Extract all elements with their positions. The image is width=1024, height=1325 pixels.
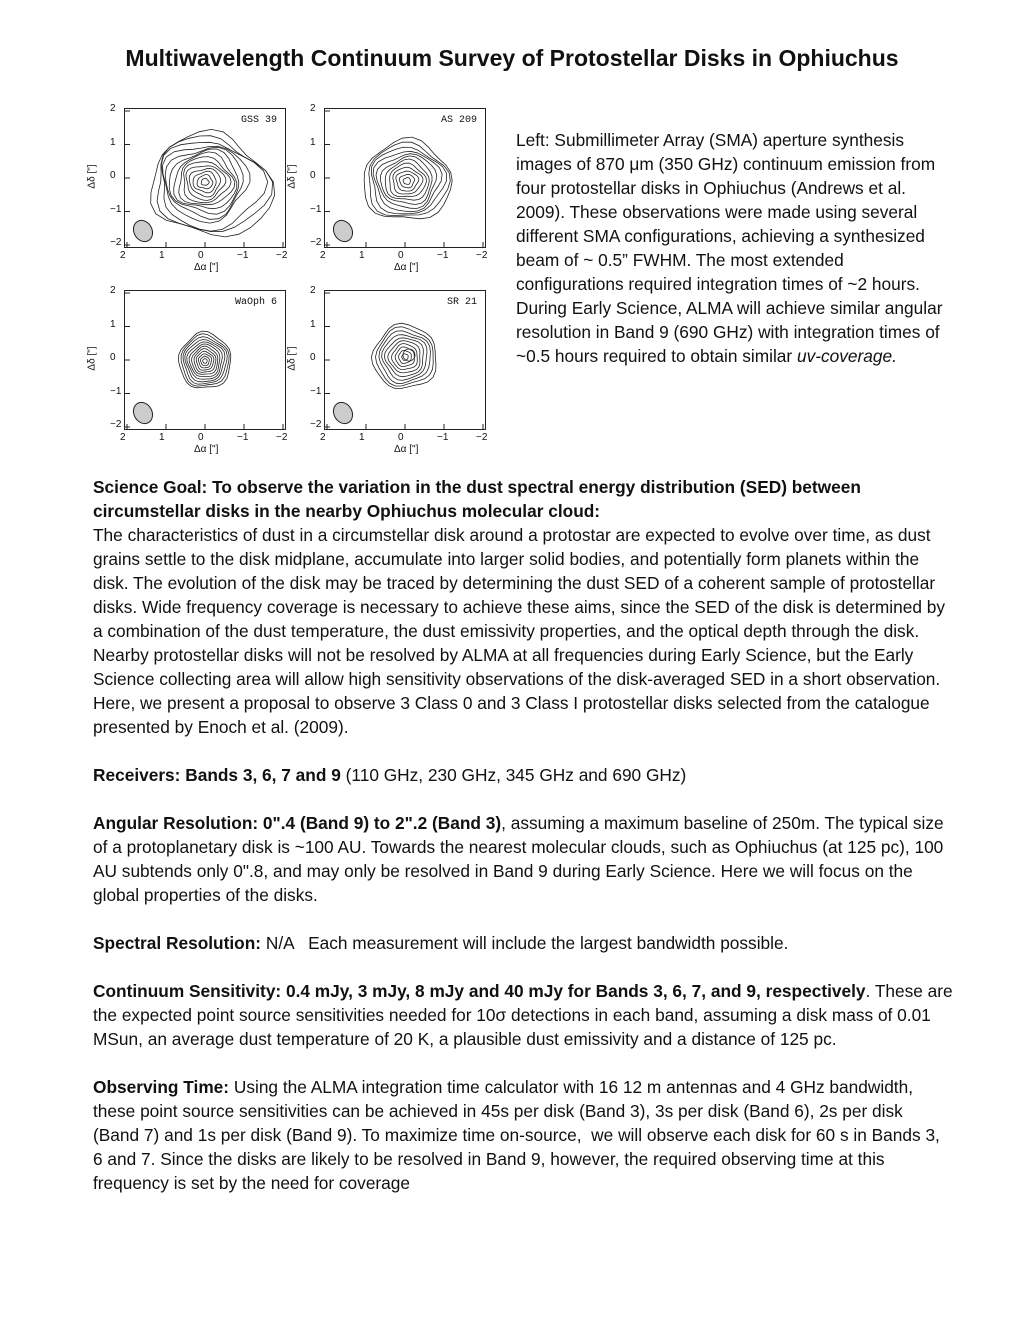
y-tick-label: 1 xyxy=(110,136,116,148)
x-tick-label: 0 xyxy=(198,250,204,261)
figure-caption xyxy=(516,128,956,368)
x-tick-label: 0 xyxy=(198,432,204,443)
x-tick-label: −2 xyxy=(276,250,288,261)
x-tick-label: −1 xyxy=(237,432,249,443)
observing-time-heading: Observing Time: xyxy=(93,1077,230,1097)
y-tick-label: 0 xyxy=(110,352,116,363)
y-tick-label: −2 xyxy=(310,237,322,248)
continuum-sensitivity-heading: Continuum Sensitivity: 0.4 mJy, 3 mJy, 8 mJy and 40 mJy for Bands 3, 6, 7, and 9, respectively xyxy=(93,981,866,1001)
contour-panel xyxy=(84,100,504,470)
y-tick-label: 1 xyxy=(310,318,316,330)
synthesized-beam xyxy=(330,399,357,427)
x-tick-label: 2 xyxy=(120,432,126,443)
y-tick-label: 2 xyxy=(110,103,116,114)
x-tick-label: −2 xyxy=(476,432,488,443)
x-tick-label: 1 xyxy=(159,432,165,443)
y-tick-label: −1 xyxy=(310,385,322,397)
y-tick-label: 2 xyxy=(310,103,316,114)
x-tick-label: −2 xyxy=(276,432,288,443)
contour-plot xyxy=(324,290,486,430)
receivers-text: (110 GHz, 230 GHz, 345 GHz and 690 GHz) xyxy=(340,765,687,785)
x-tick-label: 2 xyxy=(320,432,326,443)
page-title: Multiwavelength Continuum Survey of Protostellar Disks in Ophiuchus xyxy=(125,45,899,71)
observing-time-section xyxy=(93,1075,953,1195)
x-tick-label: −1 xyxy=(437,250,449,261)
y-tick-label: −1 xyxy=(310,203,322,215)
receivers-heading: Receivers: Bands 3, 6, 7 and 9 xyxy=(93,765,341,785)
contour-lines xyxy=(325,291,485,429)
x-tick-label: 2 xyxy=(320,250,326,261)
x-tick-label: −1 xyxy=(437,432,449,443)
y-axis-label: Δδ ["] xyxy=(86,164,98,189)
y-tick-label: 1 xyxy=(310,136,316,148)
x-tick-label: −1 xyxy=(237,250,249,261)
x-tick-label: 0 xyxy=(398,250,404,261)
science-goal-heading: Science Goal: To observe the variation in the dust spectral energy distribution (SED) between circumstellar disks in the nearby Ophiuchus molecular cloud: xyxy=(93,477,861,521)
contour-line xyxy=(399,350,412,363)
x-tick-label: 1 xyxy=(359,250,365,261)
continuum-sensitivity-text: . These are the expected point source sensitivities needed for 10σ detections in each band, assuming a disk mass of 0.01 MSun, an average dust temperature of 20 K, a plausible dust emissivity and a distance of 125 pc. xyxy=(93,981,953,1049)
x-tick-label: 1 xyxy=(359,432,365,443)
x-axis-label: Δα ["] xyxy=(194,262,219,273)
continuum-sensitivity-section xyxy=(93,979,953,1051)
panel-source-label: GSS 39 xyxy=(240,115,277,126)
x-axis-label: Δα ["] xyxy=(394,262,419,273)
y-axis-label: Δδ ["] xyxy=(286,164,298,189)
y-tick-label: 0 xyxy=(310,170,316,181)
science-goal-section xyxy=(93,475,953,739)
y-tick-label: 2 xyxy=(310,285,316,296)
caption-text: Left: Submillimeter Array (SMA) aperture synthesis images of 870 μm (350 GHz) continuum emission from four protostellar disks in Ophiuchus (Andrews et al. 2009). These observations were made using several different SMA configurations, achieving a synthesized beam of ~ 0.5” FWHM. The most extended configurations required integration times of ~2 hours. During Early Science, ALMA will achieve similar angular resolution in Band 9 (690 GHz) with integration times of ~0.5 hours required to obtain similar xyxy=(516,130,943,366)
caption-emphasis: uv-coverage. xyxy=(796,346,897,366)
x-tick-label: 1 xyxy=(159,250,165,261)
observing-time-text: Using the ALMA integration time calculator with 16 12 m antennas and 4 GHz bandwidth, these point source sensitivities can be achieved in 45s per disk (Band 3), 3s per disk (Band 6), 2s per disk (Band 7) and 1s per disk (Band 9). To maximize time on-source, we will observe each disk for 60 s in Bands 3, 6 and 7. Since the disks are likely to be resolved in Band 9, however, the required observing time at this frequency is set by the need for coverage xyxy=(93,1077,945,1193)
y-tick-label: 1 xyxy=(110,318,116,330)
contour-hole xyxy=(403,349,415,361)
y-tick-label: −1 xyxy=(110,385,122,397)
panel-source-label: WaOph 6 xyxy=(234,297,277,308)
y-tick-label: 0 xyxy=(110,170,116,181)
x-axis-label: Δα ["] xyxy=(394,444,419,455)
x-axis-label: Δα ["] xyxy=(194,444,219,455)
spectral-resolution-heading: Spectral Resolution: xyxy=(93,933,262,953)
y-axis-label: Δδ ["] xyxy=(286,346,298,371)
x-tick-label: −2 xyxy=(476,250,488,261)
angular-resolution-text: , assuming a maximum baseline of 250m. The typical size of a protoplanetary disk is ~100 AU. Towards the nearest molecular clouds, such as Ophiuchus (at 125 pc), 100 AU subtends only 0".8, and may only be resolved in Band 9 during Early Science. Here we will focus on the global properties of the disks. xyxy=(93,813,944,905)
y-axis-label: Δδ ["] xyxy=(86,346,98,371)
x-tick-label: 0 xyxy=(398,432,404,443)
y-tick-label: −1 xyxy=(110,203,122,215)
contour-line xyxy=(382,335,427,381)
y-tick-label: −2 xyxy=(310,419,322,430)
panel-source-label: AS 209 xyxy=(440,115,477,126)
x-tick-label: 2 xyxy=(120,250,126,261)
spectral-resolution-text: N/A Each measurement will include the largest bandwidth possible. xyxy=(261,933,789,953)
contour-figure xyxy=(84,100,504,470)
proposal-body xyxy=(93,475,953,1219)
spectral-resolution-section xyxy=(93,931,953,955)
y-tick-label: 2 xyxy=(110,285,116,296)
y-tick-label: 0 xyxy=(310,352,316,363)
y-tick-label: −2 xyxy=(110,237,122,248)
y-tick-label: −2 xyxy=(110,419,122,430)
panel-source-label: SR 21 xyxy=(446,297,477,308)
science-goal-text: The characteristics of dust in a circumstellar disk around a protostar are expected to evolve over time, as dust grains settle to the disk midplane, accumulate into larger solid bodies, and potentially form planets within the disk. The evolution of the disk may be traced by determining the dust SED of a coherent sample of protostellar disks. Wide frequency coverage is necessary to achieve these aims, since the SED of the disk is determined by a combination of the dust temperature, the dust emissivity properties, and the optical depth through the disk. Nearby protostellar disks will not be resolved by ALMA at all frequencies during Early Science, but the Early Science collecting area will allow high sensitivity observations of the disk-averaged SED in a short observation. Here, we present a proposal to observe 3 Class 0 and 3 Class I protostellar disks selected from the catalogue presented by Enoch et al. (2009). xyxy=(93,525,945,737)
receivers-section xyxy=(93,763,953,787)
angular-resolution-heading: Angular Resolution: 0".4 (Band 9) to 2".2 (Band 3) xyxy=(93,813,502,833)
angular-resolution-section xyxy=(93,811,953,907)
